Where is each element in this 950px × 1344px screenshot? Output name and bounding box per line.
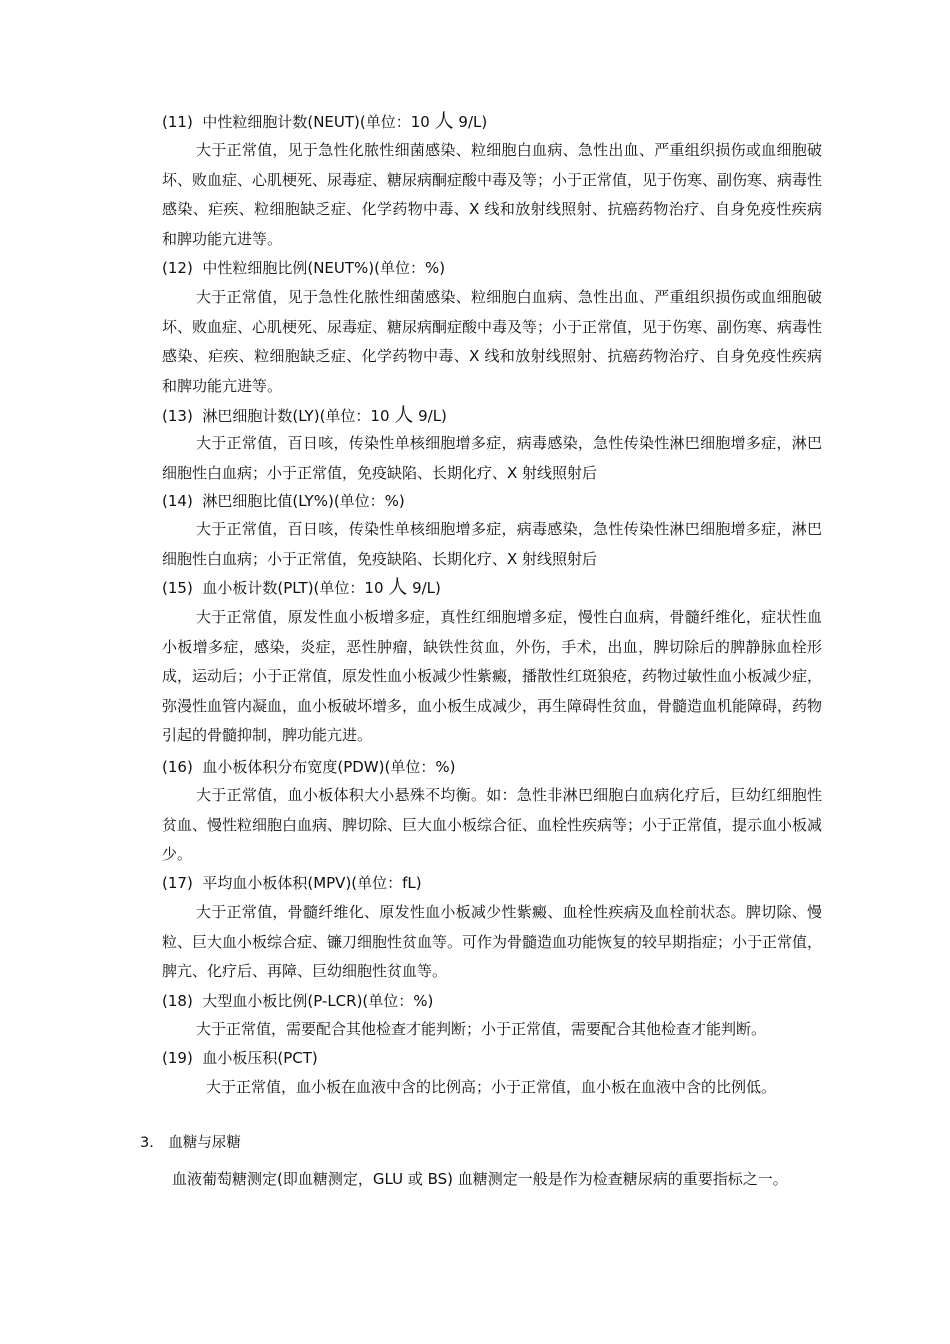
- item-19-body: 大于正常值，血小板在血液中含的比例高；小于正常值，血小板在血液中含的比例低。: [206, 1078, 777, 1096]
- item-number: (16): [162, 758, 193, 776]
- unit-glyph: 人: [394, 404, 414, 426]
- item-number: (11): [162, 113, 193, 131]
- unit-glyph: 人: [388, 576, 408, 598]
- item-13-body: 大于正常值，百日咳，传染性单核细胞增多症，病毒感染，急性传染性淋巴细胞增多症，淋巴细胞性白血病；小于正常值，免疫缺陷、长期化疗、X 射线照射后: [162, 434, 822, 482]
- item-17-body: 大于正常值，骨髓纤维化、原发性血小板减少性紫癜、血栓性疾病及血栓前状态。脾切除、慢粒、巨大血小板综合症、镰刀细胞性贫血等。可作为骨髓造血功能恢复的较早期指症；小于正常值，脾亢、化疗后、再障、巨幼细胞性贫血等。: [162, 903, 823, 980]
- item-16-body: 大于正常值，血小板体积大小悬殊不均衡。如：急性非淋巴细胞白血病化疗后，巨幼红细胞性贫血、慢性粒细胞白血病、脾切除、巨大血小板综合征、血栓性疾病等；小于正常值，提示血小板减少。: [162, 786, 823, 863]
- item-15-body: 大于正常值，原发性血小板增多症，真性红细胞增多症，慢性白血病，骨髓纤维化，症状性血小板增多症，感染，炎症，恶性肿瘤，缺铁性贫血，外伤，手术，出血，脾切除后的脾静脉血栓形成，运动后；小于正常值，原发性血小板减少性紫癜，播散性红斑狼疮，药物过敏性血小板减少症，弥漫性血管内凝血，血小板破坏增多，血小板生成减少，再生障碍性贫血，骨髓造血机能障碍，药物引起的骨髓抑制，脾功能亢进。: [162, 608, 823, 744]
- item-number: (19): [162, 1049, 193, 1067]
- item-title: 淋巴细胞计数(LY)(单位：10: [202, 407, 390, 425]
- item-17-heading: [162, 873, 422, 893]
- item-title: 血小板计数(PLT)(单位：10: [202, 579, 384, 597]
- item-19-heading: [162, 1048, 318, 1068]
- item-number: (17): [162, 874, 193, 892]
- item-13-heading: [162, 405, 447, 426]
- item-12-body: 大于正常值，见于急性化脓性细菌感染、粒细胞白血病、急性出血、严重组织损伤或血细胞破坏、败血症、心肌梗死、尿毒症、糖尿病酮症酸中毒及等；小于正常值，见于伤寒、副伤寒、病毒性感染、疟疾、粒细胞缺乏症、化学药物中毒、X 线和放射线照射、抗癌药物治疗、自身免疫性疾病和脾功能亢进等。: [162, 288, 823, 395]
- item-title-suffix: 9/L): [458, 113, 488, 131]
- item-title: 血小板体积分布宽度(PDW)(单位：%): [202, 758, 456, 776]
- item-number: (15): [162, 579, 193, 597]
- item-title: 中性粒细胞比例(NEUT%)(单位：%): [202, 259, 446, 277]
- item-number: (18): [162, 992, 193, 1010]
- item-number: (13): [162, 407, 193, 425]
- item-title: 血小板压积(PCT): [202, 1049, 318, 1067]
- item-14-heading: [162, 491, 405, 511]
- item-15-heading: [162, 577, 441, 598]
- item-11-body: 大于正常值，见于急性化脓性细菌感染、粒细胞白血病、急性出血、严重组织损伤或血细胞破坏、败血症、心肌梗死、尿毒症、糖尿病酮症酸中毒及等；小于正常值，见于伤寒、副伤寒、病毒性感染、疟疾、粒细胞缺乏症、化学药物中毒、X 线和放射线照射、抗癌药物治疗、自身免疫性疾病和脾功能亢进等。: [162, 141, 823, 248]
- item-title-suffix: 9/L): [418, 407, 447, 425]
- section-heading: 3. 血糖与尿糖: [140, 1135, 241, 1151]
- item-number: (14): [162, 492, 193, 510]
- item-18-body: 大于正常值，需要配合其他检查才能判断；小于正常值，需要配合其他检查才能判断。: [196, 1020, 767, 1038]
- item-title-suffix: 9/L): [412, 579, 441, 597]
- item-14-body: 大于正常值，百日咳，传染性单核细胞增多症，病毒感染，急性传染性淋巴细胞增多症，淋巴细胞性白血病；小于正常值，免疫缺陷、长期化疗、X 射线照射后: [162, 520, 822, 568]
- unit-glyph: 人: [434, 110, 454, 132]
- item-16-heading: [162, 757, 455, 777]
- item-title: 平均血小板体积(MPV)(单位：fL): [202, 874, 422, 892]
- section-body: 血液葡萄糖测定(即血糖测定，GLU 或 BS) 血糖测定一般是作为检查糖尿病的重要指标之一。: [172, 1170, 788, 1188]
- item-title: 中性粒细胞计数(NEUT)(单位：10: [202, 113, 430, 131]
- item-12-heading: [162, 258, 445, 278]
- item-18-heading: [162, 991, 433, 1011]
- item-11-heading: [162, 111, 487, 132]
- item-title: 大型血小板比例(P-LCR)(单位：%): [202, 992, 434, 1010]
- item-title: 淋巴细胞比值(LY%)(单位：%): [202, 492, 405, 510]
- item-number: (12): [162, 259, 193, 277]
